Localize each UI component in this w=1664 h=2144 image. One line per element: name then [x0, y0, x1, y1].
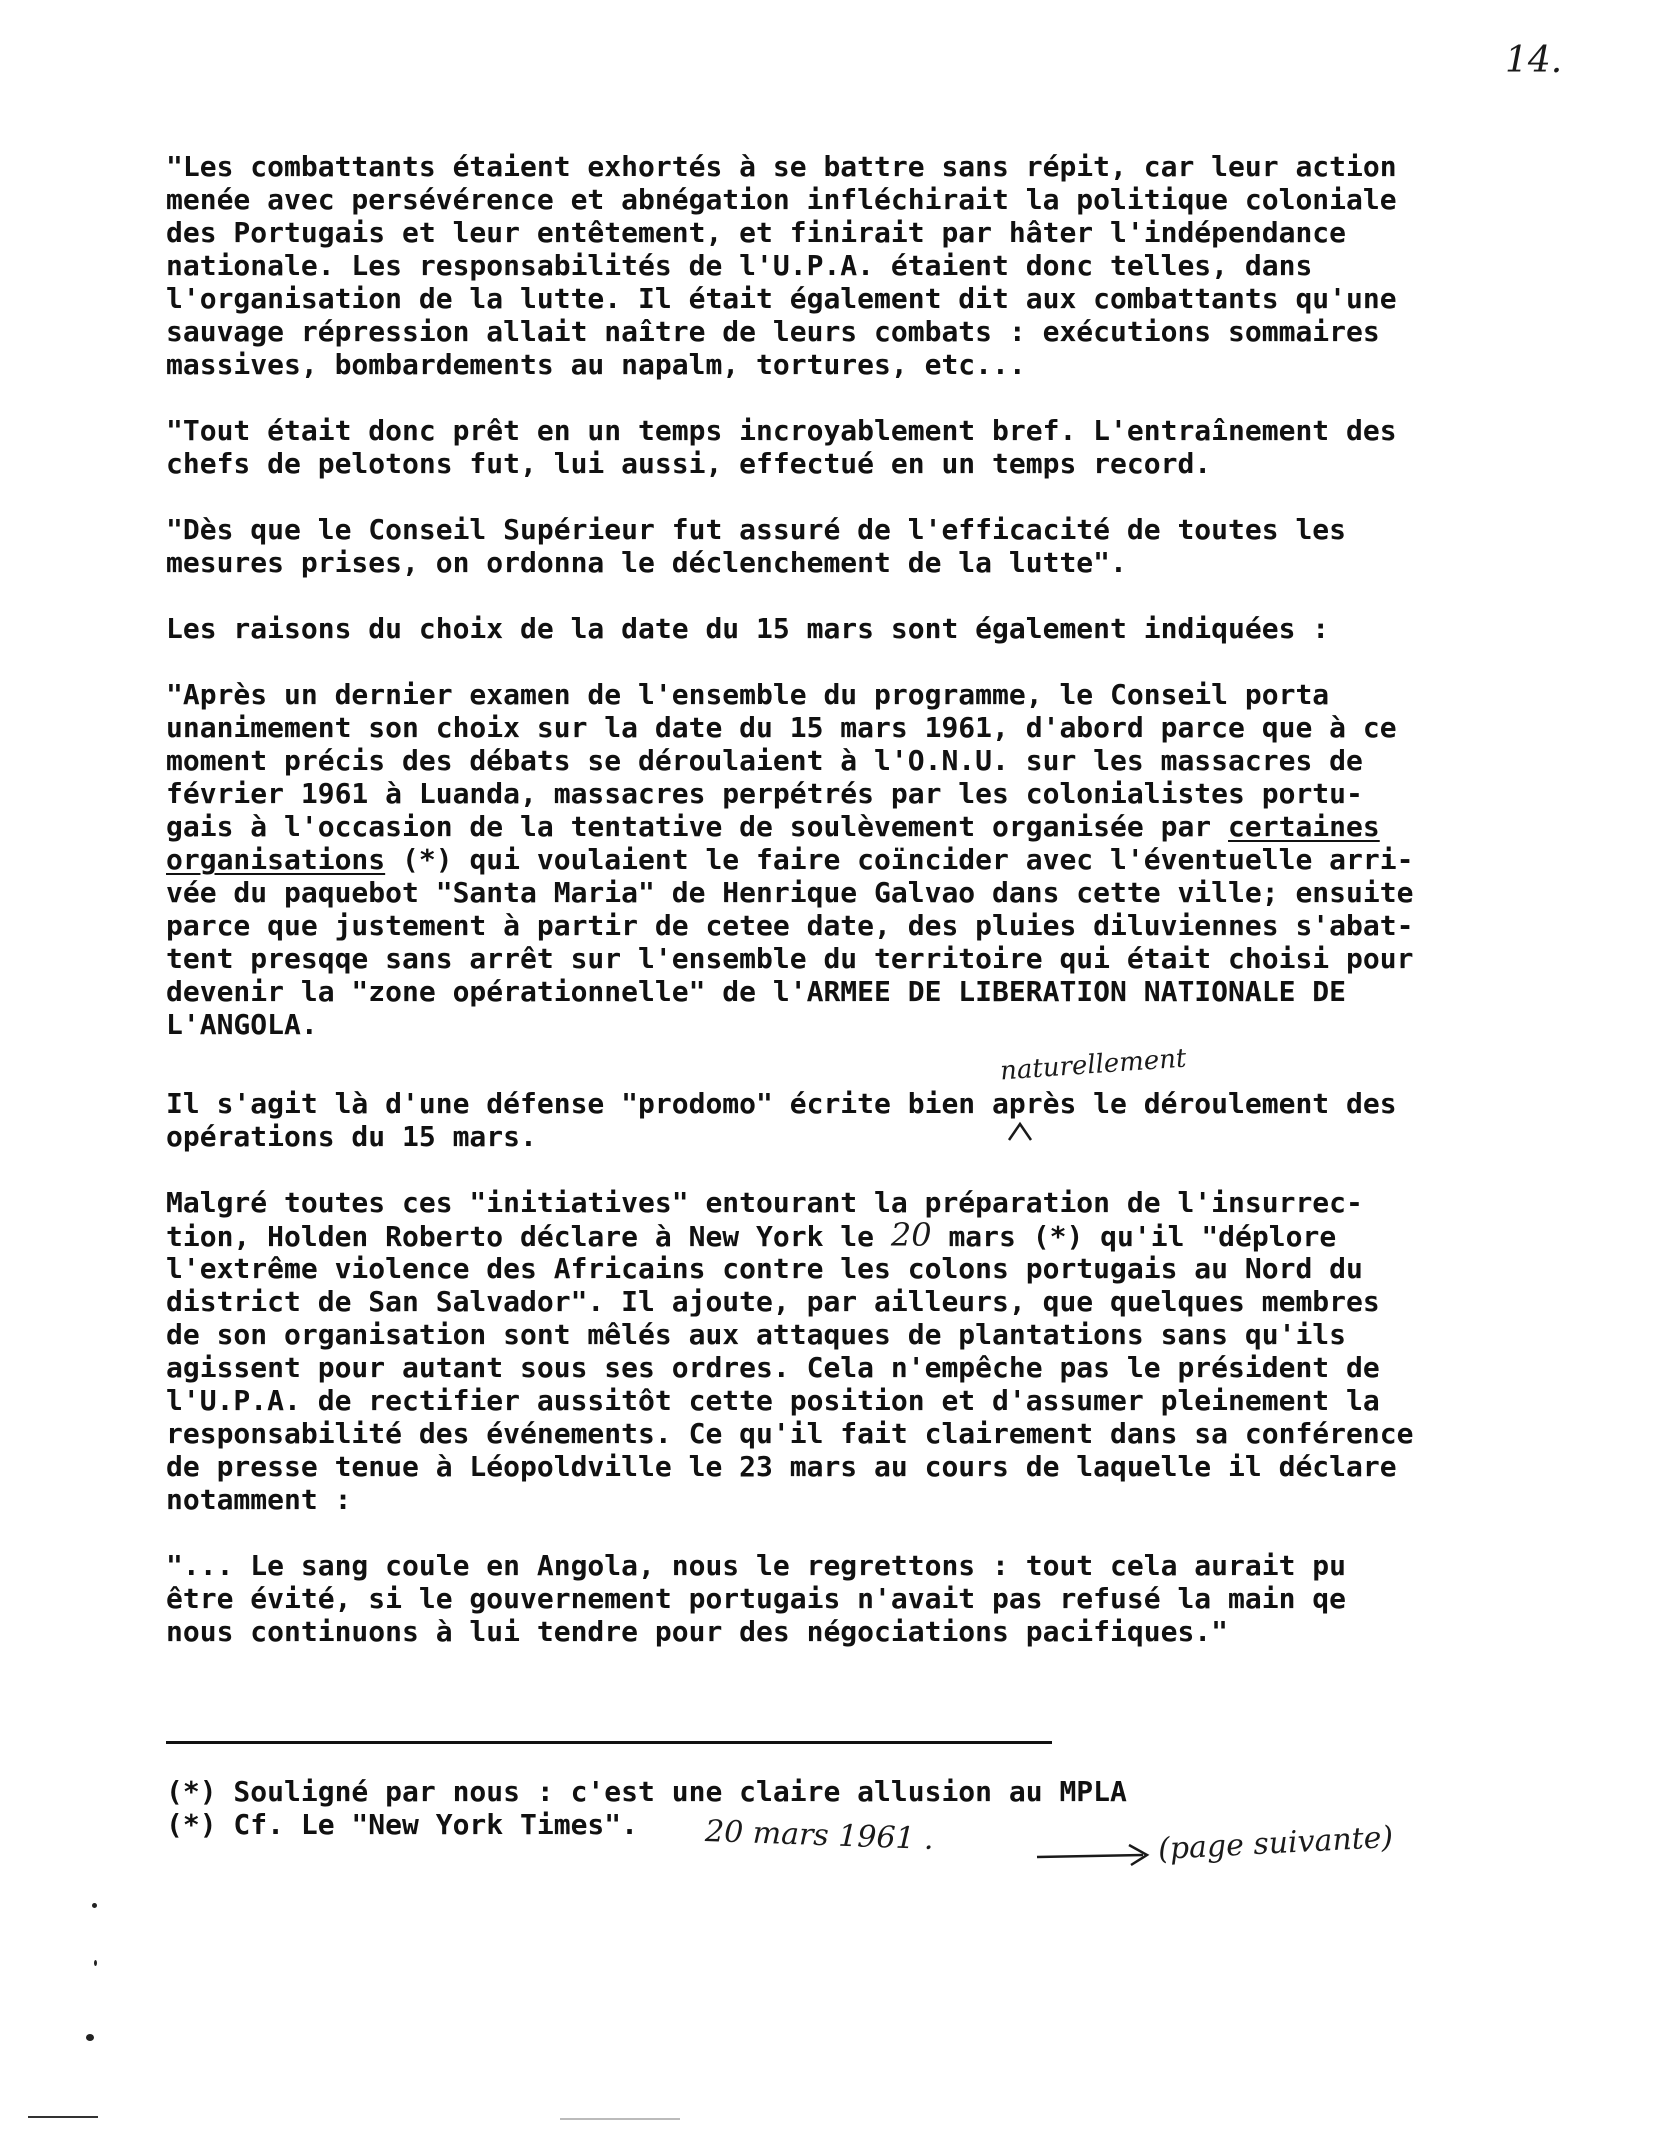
text-line: "... Le sang coule en Angola, nous le regrettons : tout cela aurait pu	[166, 1549, 1347, 1582]
text-line: massives, bombardements au napalm, tortures, etc...	[166, 348, 1026, 381]
text-line: mesures prises, on ordonna le déclenchement de la lutte".	[166, 546, 1127, 579]
text-line: être évité, si le gouvernement portugais n'avait pas refusé la main qe	[166, 1582, 1347, 1615]
text-line: chefs de pelotons fut, lui aussi, effectué en un temps record.	[166, 447, 1212, 480]
text-line: Les raisons du choix de la date du 15 mars sont également indiquées :	[166, 612, 1330, 645]
text-line: tent presqqe sans arrêt sur l'ensemble du territoire qui était choisi pour	[166, 942, 1414, 975]
text-line: menée avec persévérence et abnégation infléchirait la politique coloniale	[166, 183, 1397, 216]
text-line: l'organisation de la lutte. Il était également dit aux combattants qu'une	[166, 282, 1397, 315]
text-line: vée du paquebot "Santa Maria" de Henrique Galvao dans cette ville; ensuite	[166, 876, 1414, 909]
footnote: (*) Cf. Le "New York Times".	[166, 1808, 639, 1841]
page-number: 14.	[1505, 40, 1563, 81]
text-line: "Après un dernier examen de l'ensemble du programme, le Conseil porta	[166, 678, 1330, 711]
text-segment: mars (*) qu'il "déplore	[931, 1220, 1337, 1253]
text-line: de son organisation sont mêlés aux attaques de plantations sans qu'ils	[166, 1318, 1347, 1351]
footnote: (*) Souligné par nous : c'est une claire allusion au MPLA	[166, 1775, 1127, 1808]
text-line: l'U.P.A. de rectifier aussitôt cette position et d'assumer pleinement la	[166, 1384, 1380, 1417]
text-line	[166, 843, 1413, 876]
text-line: "Les combattants étaient exhortés à se battre sans répit, car leur action	[166, 150, 1397, 183]
text-line: agissent pour autant sous ses ordres. Cela n'empêche pas le président de	[166, 1351, 1380, 1384]
text-line: L'ANGOLA.	[166, 1008, 318, 1041]
text-line	[166, 1216, 1337, 1254]
text-line: responsabilité des événements. Ce qu'il fait clairement dans sa conférence	[166, 1417, 1414, 1450]
handwritten-footnote-date: 20 mars 1961 .	[704, 1814, 935, 1857]
underlined-text: certaines	[1228, 810, 1380, 843]
insertion-caret-icon	[1006, 1120, 1034, 1142]
text-line: "Tout était donc prêt en un temps incroyablement bref. L'entraînement des	[166, 414, 1397, 447]
text-line: unanimement son choix sur la date du 15 mars 1961, d'abord parce que à ce	[166, 711, 1397, 744]
text-line	[166, 810, 1380, 843]
handwritten-insertion: naturellement	[999, 1043, 1188, 1087]
text-line: Malgré toutes ces "initiatives" entourant la préparation de l'insurrec-	[166, 1186, 1363, 1219]
handwritten-continuation-note: (page suivante)	[1157, 1819, 1395, 1868]
text-line: nous continuons à lui tendre pour des négociations pacifiques."	[166, 1615, 1229, 1648]
text-line: district de San Salvador". Il ajoute, par ailleurs, que quelques membres	[166, 1285, 1380, 1318]
text-line: nationale. Les responsabilités de l'U.P.A. étaient donc telles, dans	[166, 249, 1313, 282]
text-line: février 1961 à Luanda, massacres perpétrés par les colonialistes portu-	[166, 777, 1363, 810]
arrow-right-icon	[1035, 1835, 1155, 1875]
scan-edge	[28, 2116, 98, 2118]
text-line: opérations du 15 mars.	[166, 1120, 537, 1153]
text-line: "Dès que le Conseil Supérieur fut assuré de l'efficacité de toutes les	[166, 513, 1347, 546]
text-line: Il s'agit là d'une défense "prodomo" écrite bien après le déroulement des	[166, 1087, 1397, 1120]
underlined-text: organisations	[166, 843, 386, 876]
text-line: parce que justement à partir de cetee date, des pluies diluviennes s'abat-	[166, 909, 1414, 942]
text-line: devenir la "zone opérationnelle" de l'ARMEE DE LIBERATION NATIONALE DE	[166, 975, 1347, 1008]
text-line: sauvage répression allait naître de leurs combats : exécutions sommaires	[166, 315, 1380, 348]
scan-speck	[92, 1903, 97, 1908]
scan-edge	[560, 2118, 680, 2120]
text-line: de presse tenue à Léopoldville le 23 mars au cours de laquelle il déclare	[166, 1450, 1397, 1483]
text-segment: tion, Holden Roberto déclare à New York le	[166, 1220, 891, 1253]
scan-speck	[86, 2034, 94, 2041]
text-line: des Portugais et leur entêtement, et finirait par hâter l'indépendance	[166, 216, 1347, 249]
text-line: moment précis des débats se déroulaient à l'O.N.U. sur les massacres de	[166, 744, 1363, 777]
text-line: l'extrême violence des Africains contre les colons portugais au Nord du	[166, 1252, 1363, 1285]
text-line: notamment :	[166, 1483, 352, 1516]
text-segment: gais à l'occasion de la tentative de soulèvement organisée par	[166, 810, 1229, 843]
footnote-separator	[166, 1741, 1052, 1744]
handwritten-date: 20	[890, 1216, 932, 1254]
text-segment: (*) qui voulaient le faire coïncider avec l'éventuelle arri-	[385, 843, 1414, 876]
scan-speck	[94, 1960, 97, 1966]
